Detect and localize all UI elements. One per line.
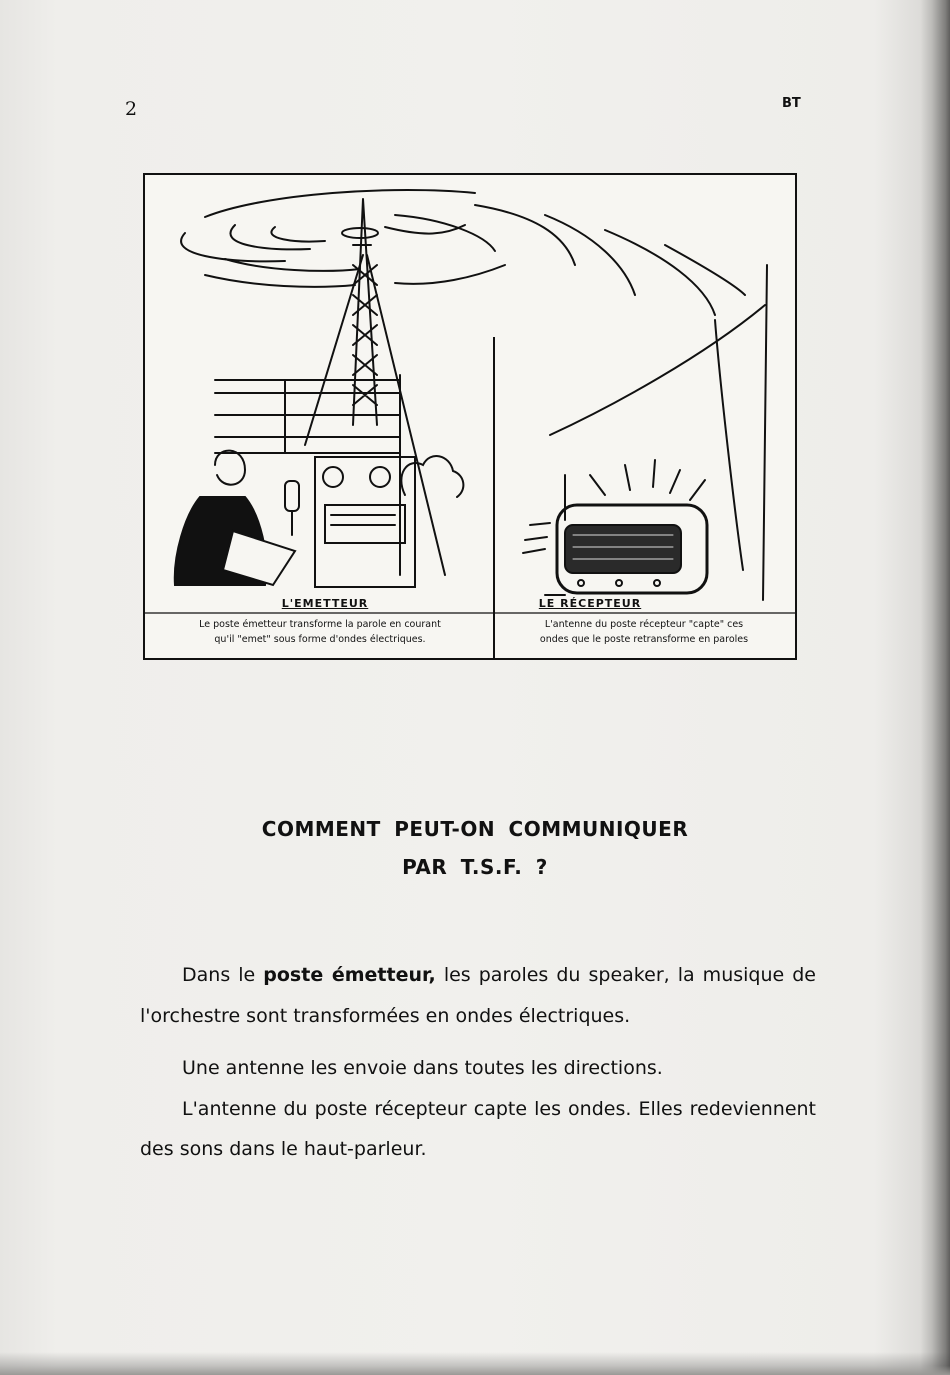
antenna-wire — [550, 305, 765, 435]
radio-wave — [395, 265, 505, 284]
heading-line1: COMMENT PEUT-ON COMMUNIQUER — [261, 817, 689, 841]
body-text — [140, 955, 816, 1170]
speaker-person — [215, 451, 245, 485]
page-number: 2 — [125, 98, 138, 120]
radio-wave — [205, 190, 475, 217]
receiver-caption-line2: ondes que le poste retransforme en paroles — [539, 634, 749, 645]
radio-illustration — [145, 175, 795, 658]
microphone — [285, 481, 299, 511]
radio-wave — [230, 225, 310, 249]
radio-wave — [545, 215, 635, 295]
antenna-pole — [763, 265, 767, 600]
paragraph-1-rest: les paroles du speaker, la musique de l'orchestre sont transformées en ondes électriques. — [140, 964, 817, 1027]
illustration-frame — [143, 173, 797, 660]
radio-wave — [205, 275, 355, 287]
paragraph-2: Une antenne les envoie dans toutes les directions. — [182, 1057, 663, 1079]
binding-shadow — [920, 0, 950, 1375]
emitter-caption-line1: Le poste émetteur transforme la parole en courant — [199, 619, 441, 630]
series-tag: BT — [782, 96, 801, 111]
radio-wave — [475, 205, 575, 265]
panel-divider — [493, 337, 495, 659]
heading-line2: PAR T.S.F. ? — [402, 855, 548, 879]
sound-lines — [590, 460, 705, 500]
radio-wave — [605, 230, 715, 315]
antenna-top — [342, 228, 378, 238]
receiver-caption-line1: L'antenne du poste récepteur "capte" ces — [544, 619, 744, 630]
paragraph-1 — [140, 955, 816, 1036]
page-bottom-edge — [0, 1352, 950, 1375]
emitter-caption-title: L'EMETTEUR — [281, 597, 369, 610]
page-heading — [150, 810, 800, 886]
receiver-caption-title: LE RÉCEPTEUR — [538, 597, 642, 610]
paragraph-3: L'antenne du poste récepteur capte les ondes. Elles redeviennent des sons dans le haut-parleur. — [140, 1097, 816, 1160]
emitter-caption-line2: qu'il "emet" sous forme d'ondes électriques. — [214, 634, 426, 645]
paragraph-1-bold: poste émetteur, — [263, 964, 436, 986]
radio-wave — [271, 227, 325, 241]
paragraph-1-start: Dans le — [182, 964, 264, 986]
